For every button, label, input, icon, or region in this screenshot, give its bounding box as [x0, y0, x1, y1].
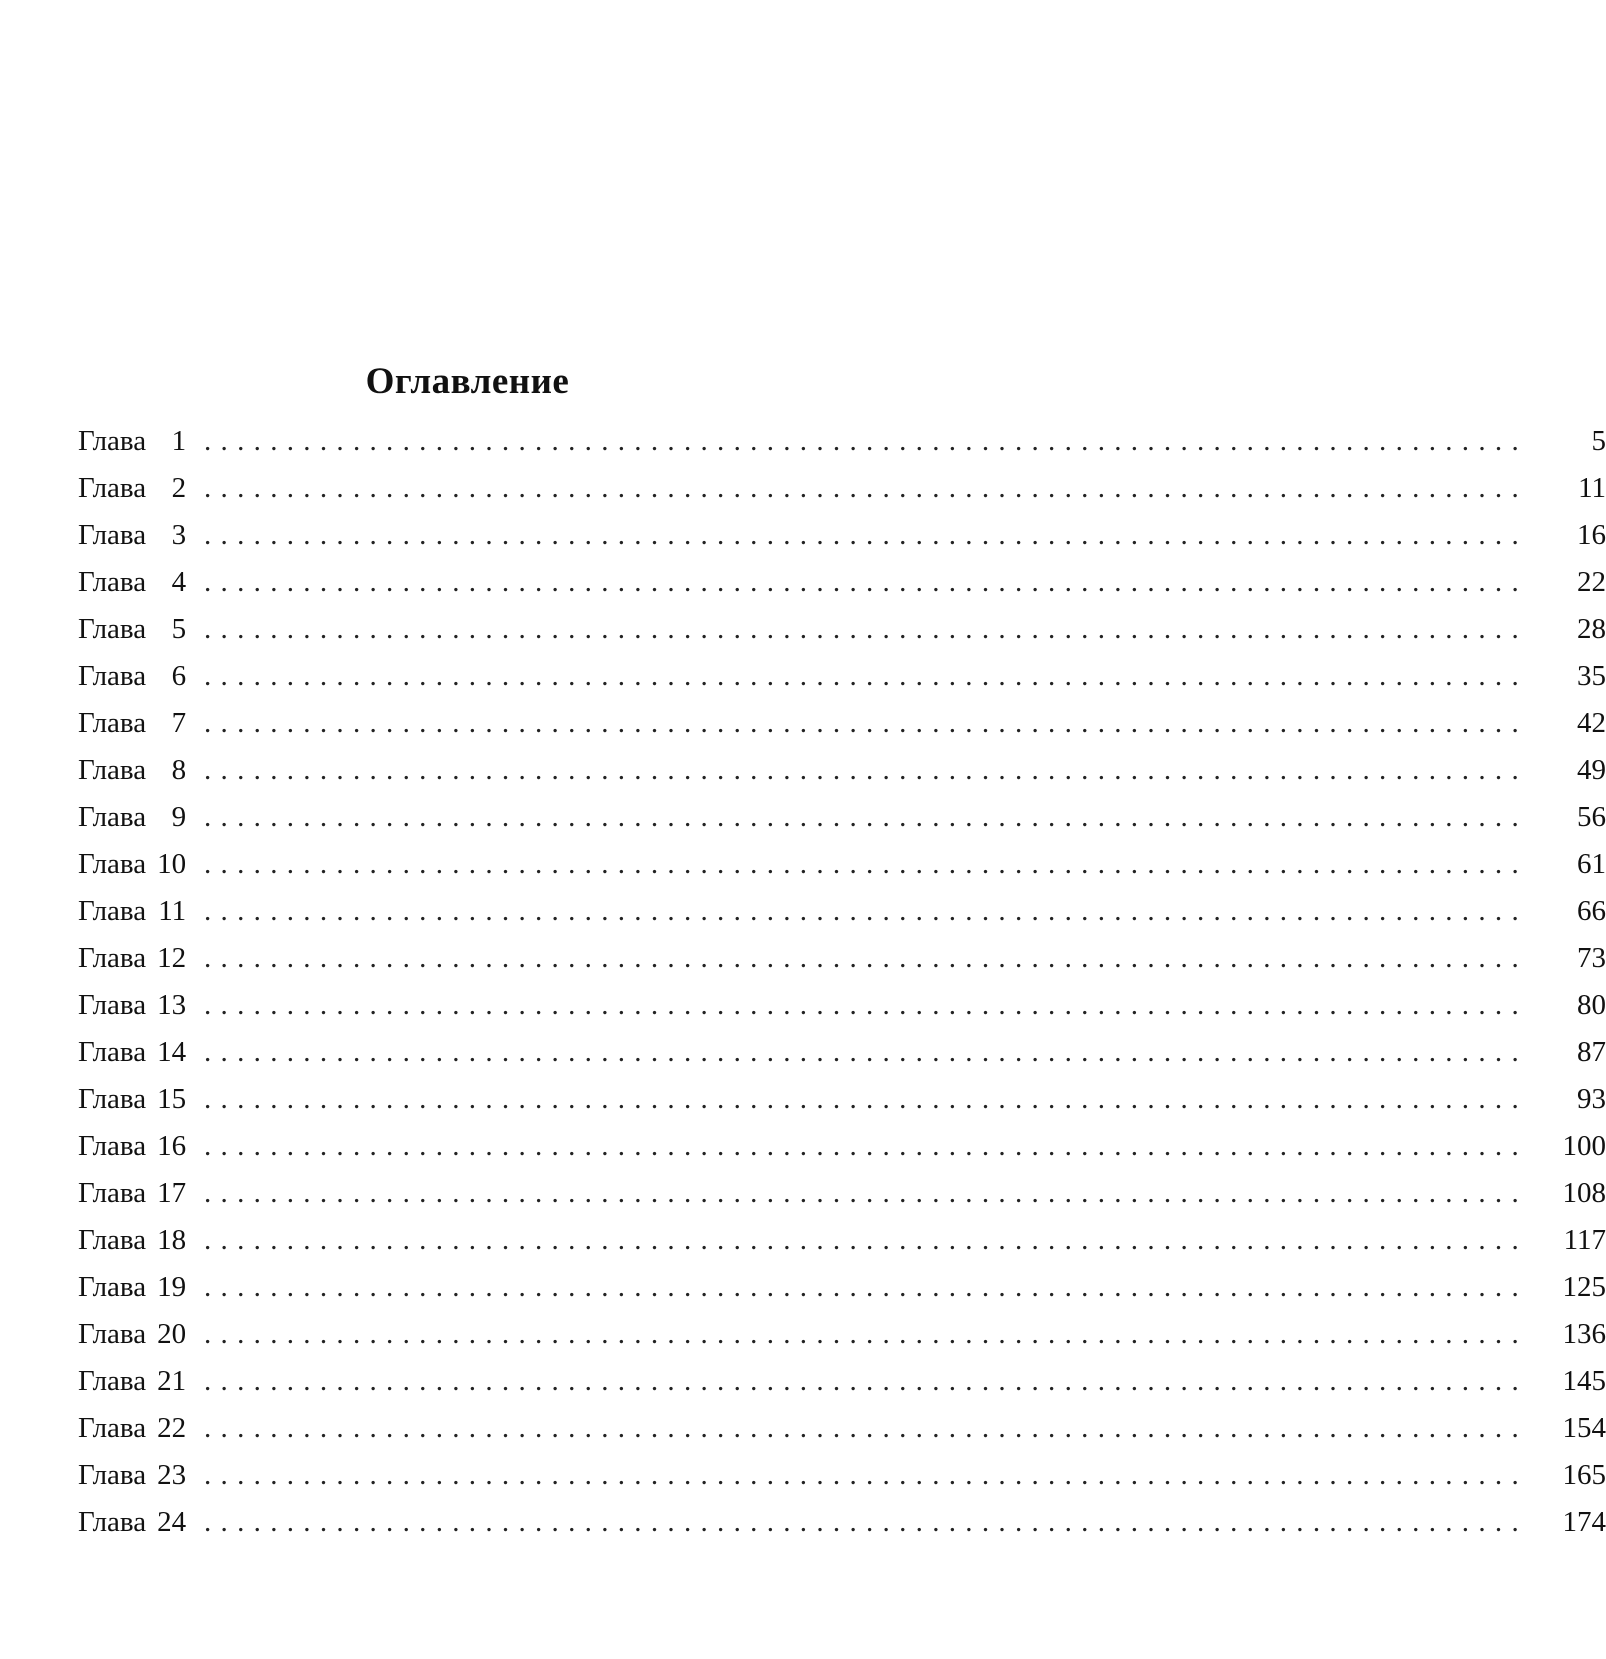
dot-leader: ................................................................................ [204, 425, 1528, 457]
entry-label-word: Глава [78, 1365, 147, 1397]
entry-label-word: Глава [78, 754, 147, 786]
entry-label [78, 418, 202, 465]
dot-leader: ................................................................................ [204, 1365, 1528, 1397]
toc-entry[interactable] [78, 1499, 1606, 1546]
entry-label-word: Глава [78, 472, 147, 504]
entry-label [78, 1405, 202, 1452]
entry-number: 15 [157, 1083, 187, 1115]
entry-label [78, 465, 202, 512]
entry-page-number: 42 [1577, 707, 1606, 739]
dot-leader: ................................................................................ [204, 1271, 1528, 1303]
entry-label-word: Глава [78, 660, 147, 692]
entry-label-word: Глава [78, 1083, 147, 1115]
toc-entry[interactable] [78, 794, 1606, 841]
entry-number: 13 [157, 989, 187, 1021]
dot-leader: ................................................................................ [204, 1412, 1528, 1444]
toc-entry[interactable] [78, 982, 1606, 1029]
entry-label-word: Глава [78, 801, 147, 833]
entry-number: 4 [171, 566, 187, 598]
entry-number: 5 [171, 613, 187, 645]
entry-page-number: 35 [1577, 660, 1606, 692]
entry-label-word: Глава [78, 1177, 147, 1209]
entry-page-number: 136 [1562, 1318, 1606, 1350]
toc-entry[interactable] [78, 559, 1606, 606]
toc-entry[interactable] [78, 935, 1606, 982]
entry-number: 10 [157, 848, 187, 880]
entry-label [78, 1311, 202, 1358]
entry-label-word: Глава [78, 1271, 147, 1303]
entry-label [78, 1217, 202, 1264]
entry-label-word: Глава [78, 566, 147, 598]
toc-entry[interactable] [78, 700, 1606, 747]
page-title: Оглавление [365, 360, 570, 402]
entry-label [78, 935, 202, 982]
entry-page-number: 165 [1562, 1459, 1606, 1491]
entry-number: 6 [171, 660, 187, 692]
entry-number: 14 [157, 1036, 187, 1068]
table-of-contents [78, 418, 1606, 1546]
dot-leader: ................................................................................ [204, 754, 1528, 786]
entry-number: 12 [157, 942, 187, 974]
toc-entry[interactable] [78, 512, 1606, 559]
entry-label-word: Глава [78, 942, 147, 974]
entry-label-word: Глава [78, 895, 147, 927]
dot-leader: ................................................................................ [204, 707, 1528, 739]
dot-leader: ................................................................................ [204, 801, 1528, 833]
toc-entry[interactable] [78, 653, 1606, 700]
entry-label [78, 1264, 202, 1311]
dot-leader: ................................................................................ [204, 613, 1528, 645]
entry-label-word: Глава [78, 1224, 147, 1256]
toc-entry[interactable] [78, 1217, 1606, 1264]
entry-number: 18 [157, 1224, 187, 1256]
entry-label [78, 982, 202, 1029]
entry-page-number: 93 [1577, 1083, 1606, 1115]
entry-page-number: 100 [1562, 1130, 1606, 1162]
toc-entry[interactable] [78, 606, 1606, 653]
toc-entry[interactable] [78, 465, 1606, 512]
entry-page-number: 22 [1577, 566, 1606, 598]
toc-entry[interactable] [78, 1452, 1606, 1499]
entry-number: 2 [171, 472, 187, 504]
entry-label [78, 559, 202, 606]
dot-leader: ................................................................................ [204, 472, 1528, 504]
dot-leader: ................................................................................ [204, 1459, 1528, 1491]
entry-label [78, 1170, 202, 1217]
dot-leader: ................................................................................ [204, 848, 1528, 880]
entry-label-word: Глава [78, 613, 147, 645]
toc-entry[interactable] [78, 1358, 1606, 1405]
entry-page-number: 28 [1577, 613, 1606, 645]
dot-leader: ................................................................................ [204, 519, 1528, 551]
entry-number: 1 [171, 425, 187, 457]
entry-label [78, 1029, 202, 1076]
entry-page-number: 154 [1562, 1412, 1606, 1444]
entry-label-word: Глава [78, 707, 147, 739]
entry-label-word: Глава [78, 1459, 147, 1491]
entry-page-number: 49 [1577, 754, 1606, 786]
dot-leader: ................................................................................ [204, 1036, 1528, 1068]
entry-label [78, 888, 202, 935]
entry-page-number: 5 [1591, 425, 1606, 457]
toc-entry[interactable] [78, 1170, 1606, 1217]
dot-leader: ................................................................................ [204, 942, 1528, 974]
toc-entry[interactable] [78, 888, 1606, 935]
entry-label [78, 700, 202, 747]
dot-leader: ................................................................................ [204, 989, 1528, 1021]
toc-entry[interactable] [78, 1405, 1606, 1452]
toc-entry[interactable] [78, 1076, 1606, 1123]
dot-leader: ................................................................................ [204, 1506, 1528, 1538]
entry-label-word: Глава [78, 425, 147, 457]
entry-label-word: Глава [78, 989, 147, 1021]
toc-entry[interactable] [78, 1311, 1606, 1358]
entry-page-number: 145 [1562, 1365, 1606, 1397]
entry-label [78, 606, 202, 653]
entry-label-word: Глава [78, 1130, 147, 1162]
dot-leader: ................................................................................ [204, 566, 1528, 598]
entry-number: 23 [157, 1459, 187, 1491]
entry-number: 8 [171, 754, 187, 786]
entry-label [78, 841, 202, 888]
entry-label-word: Глава [78, 1506, 147, 1538]
dot-leader: ................................................................................ [204, 660, 1528, 692]
entry-label [78, 1452, 202, 1499]
toc-entry[interactable] [78, 1123, 1606, 1170]
entry-label-word: Глава [78, 519, 147, 551]
entry-number: 9 [171, 801, 187, 833]
toc-entry[interactable] [78, 747, 1606, 794]
entry-page-number: 108 [1562, 1177, 1606, 1209]
toc-entry[interactable] [78, 418, 1606, 465]
entry-number: 11 [158, 895, 187, 927]
entry-number: 19 [157, 1271, 187, 1303]
entry-number: 20 [157, 1318, 187, 1350]
entry-label-word: Глава [78, 1318, 147, 1350]
entry-page-number: 61 [1577, 848, 1606, 880]
dot-leader: ................................................................................ [204, 1177, 1528, 1209]
entry-page-number: 16 [1577, 519, 1606, 551]
entry-number: 21 [157, 1365, 187, 1397]
entry-label-word: Глава [78, 848, 147, 880]
dot-leader: ................................................................................ [204, 1083, 1528, 1115]
toc-entry[interactable] [78, 1029, 1606, 1076]
entry-label [78, 1123, 202, 1170]
entry-number: 7 [171, 707, 187, 739]
entry-label [78, 512, 202, 559]
entry-label [78, 1358, 202, 1405]
entry-label [78, 653, 202, 700]
entry-number: 24 [157, 1506, 187, 1538]
dot-leader: ................................................................................ [204, 895, 1528, 927]
entry-page-number: 73 [1577, 942, 1606, 974]
entry-label-word: Глава [78, 1412, 147, 1444]
entry-label [78, 1499, 202, 1546]
toc-entry[interactable] [78, 841, 1606, 888]
dot-leader: ................................................................................ [204, 1224, 1528, 1256]
entry-page-number: 80 [1577, 989, 1606, 1021]
entry-number: 22 [157, 1412, 187, 1444]
entry-number: 17 [157, 1177, 187, 1209]
dot-leader: ................................................................................ [204, 1318, 1528, 1350]
toc-entry[interactable] [78, 1264, 1606, 1311]
entry-label-word: Глава [78, 1036, 147, 1068]
entry-page-number: 125 [1562, 1271, 1606, 1303]
entry-page-number: 117 [1563, 1224, 1606, 1256]
entry-page-number: 11 [1578, 472, 1606, 504]
entry-label [78, 1076, 202, 1123]
entry-page-number: 66 [1577, 895, 1606, 927]
entry-page-number: 87 [1577, 1036, 1606, 1068]
entry-number: 3 [171, 519, 187, 551]
entry-label [78, 794, 202, 841]
entry-page-number: 174 [1562, 1506, 1606, 1538]
dot-leader: ................................................................................ [204, 1130, 1528, 1162]
entry-label [78, 747, 202, 794]
entry-number: 16 [157, 1130, 187, 1162]
entry-page-number: 56 [1577, 801, 1606, 833]
